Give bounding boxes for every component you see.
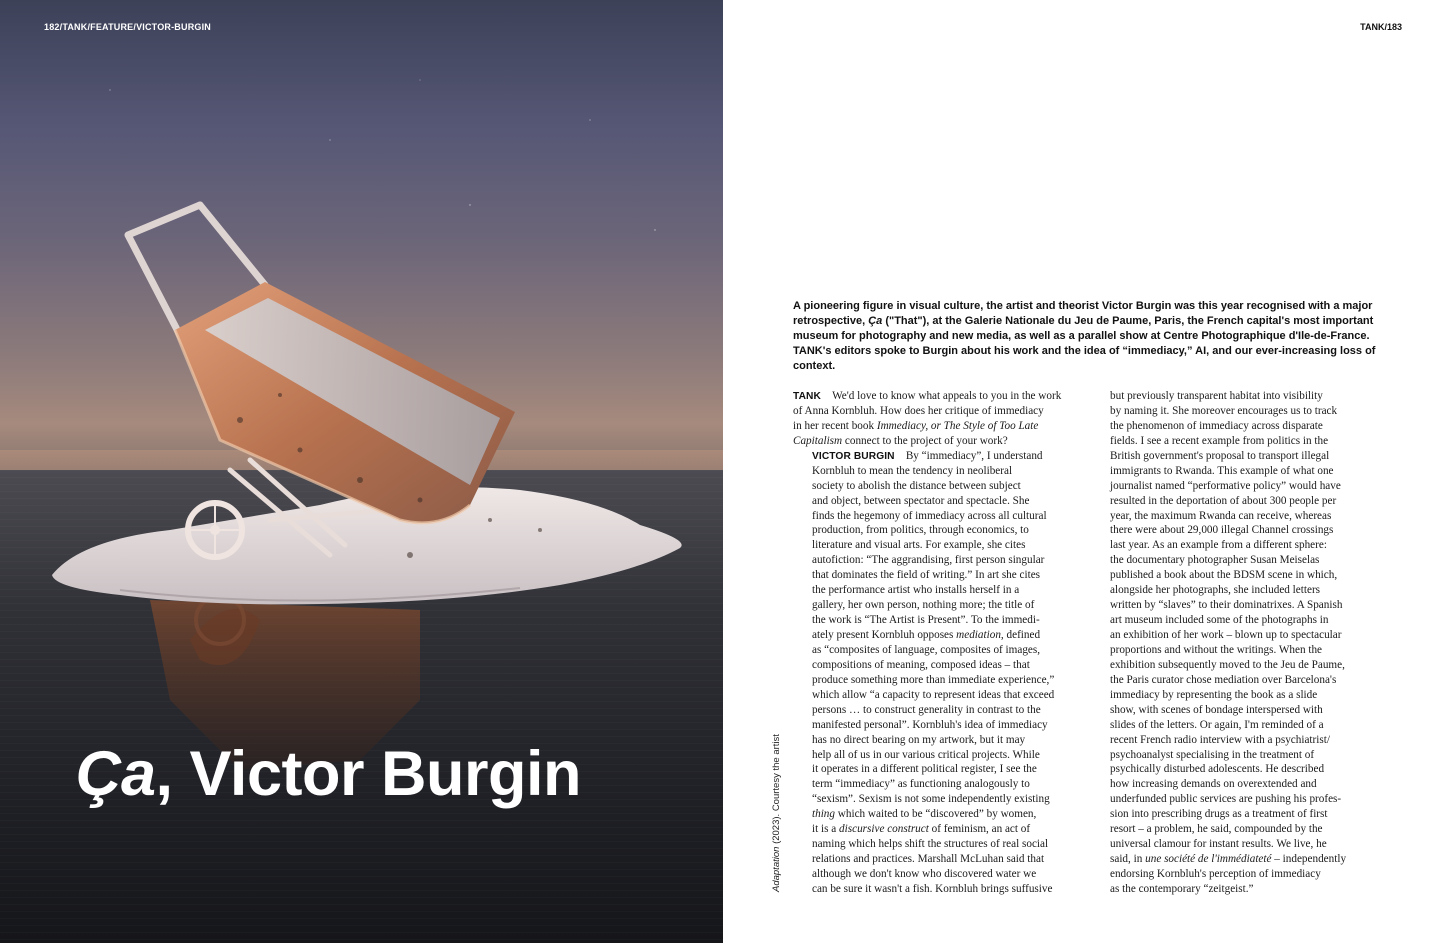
text-line <box>1110 703 1420 718</box>
line-text: psychoanalyst specialising in the treatment of <box>1110 748 1315 761</box>
text-line <box>1110 792 1420 807</box>
text-line <box>1110 583 1420 598</box>
line-text: how increasing demands on overextended and <box>1110 778 1317 791</box>
line-text: naming which helps shift the structures of real social <box>812 838 1049 851</box>
line-italic: Capitalism <box>793 434 843 447</box>
line-text: year, the maximum Rwanda can receive, whereas <box>1110 509 1332 522</box>
line-text: recent French radio interview with a psychiatrist/ <box>1110 733 1330 746</box>
line-text: and object, between spectator and spectacle. She <box>812 494 1030 507</box>
text-line <box>793 762 1093 777</box>
line-text: connect to the project of your work? <box>842 434 1008 447</box>
text-line <box>793 464 1093 479</box>
line-text: help all of us in our various critical projects. While <box>812 748 1040 761</box>
text-line <box>1110 598 1420 613</box>
text-line <box>1110 733 1420 748</box>
line-text: We'd love to know what appeals to you in the work <box>832 390 1062 402</box>
line-text: can be sure it wasn't a fish. Kornbluh brings suffusive <box>812 882 1053 895</box>
line-text: resulted in the deportation of about 300 people per <box>1110 494 1337 507</box>
text-line <box>1110 837 1420 852</box>
line-text: proportions and without the writings. When the <box>1110 643 1323 656</box>
text-line <box>793 658 1093 673</box>
text-line <box>1110 882 1420 897</box>
line-text: the phenomenon of immediacy across disparate <box>1110 419 1323 432</box>
line-text: production, from politics, through economics, to <box>812 524 1029 537</box>
line-text: art museum included some of the photographs in <box>1110 614 1329 627</box>
line-text: resort – a problem, he said, compounded by the <box>1110 823 1323 836</box>
stars <box>109 80 655 311</box>
line-text: “sexism”. Sexism is not some independently existing <box>812 793 1050 806</box>
text-line <box>793 643 1093 658</box>
right-page-text <box>723 0 1445 943</box>
text-line <box>793 748 1093 763</box>
text-line <box>1110 613 1420 628</box>
line-text: sion into prescribing drugs as a treatment of first <box>1110 808 1328 821</box>
text-line <box>1110 449 1420 464</box>
text-line <box>1110 673 1420 688</box>
line-text: – independently <box>1271 853 1347 866</box>
text-line <box>793 583 1093 598</box>
text-line <box>793 523 1093 538</box>
line-text: by naming it. She moreover encourages us to track <box>1110 404 1338 417</box>
text-line <box>793 494 1093 509</box>
line-text: of Anna Kornbluh. How does her critique of immediacy <box>793 404 1044 417</box>
line-text: term “immediacy” as functioning analogously to <box>812 778 1030 791</box>
line-text: it is a <box>812 823 840 836</box>
text-line <box>1110 389 1420 404</box>
text-line <box>1110 867 1420 882</box>
text-line <box>1110 464 1420 479</box>
line-text: autofiction: “The aggrandising, first person singular <box>812 554 1045 567</box>
line-text: Kornbluh to mean the tendency in neoliberal <box>812 464 1013 477</box>
line-text: slides of the letters. Or again, I'm reminded of a <box>1110 718 1324 731</box>
line-text: endorsing Kornbluh's perception of immediacy <box>1110 868 1321 880</box>
text-line <box>1110 509 1420 524</box>
interview-column-2 <box>1110 389 1420 897</box>
text-line <box>793 479 1093 494</box>
line-text: By “immediacy”, I understand <box>905 449 1043 462</box>
line-text: an exhibition of her work – blown up to spectacular <box>1110 629 1342 641</box>
line-text: immediacy by representing the book as a slide <box>1110 688 1318 701</box>
line-text: as “composites of language, composites of images, <box>812 643 1041 656</box>
text-line <box>1110 523 1420 538</box>
line-text: persons … to construct generality in contrast to the <box>812 703 1041 716</box>
text-line <box>1110 748 1420 763</box>
text-line <box>793 673 1093 688</box>
line-text: the Paris curator chose mediation over Barcelona's <box>1110 673 1337 686</box>
text-line <box>1110 434 1420 449</box>
text-line <box>793 807 1093 822</box>
line-text: the work is “The Artist is Present”. To the immedi- <box>812 614 1040 627</box>
text-line <box>1110 762 1420 777</box>
text-line <box>793 837 1093 852</box>
line-text: society to abolish the distance between subject <box>812 479 1021 492</box>
line-text: which waited to be “discovered” by women, <box>835 808 1037 821</box>
line-text: show, with scenes of bondage interspersed with <box>1110 703 1323 716</box>
line-text: finds the hegemony of immediacy across all cultural <box>812 509 1047 522</box>
text-line <box>1110 494 1420 509</box>
speaker-label: TANK <box>793 391 821 402</box>
text-line <box>1110 643 1420 658</box>
text-line <box>793 792 1093 807</box>
text-line <box>793 449 1093 464</box>
text-line <box>1110 718 1420 733</box>
text-line <box>793 434 1093 449</box>
text-line <box>1110 822 1420 837</box>
line-text: last year. As an example from a different sphere: <box>1110 539 1327 552</box>
page-folio-right: TANK/183 <box>1360 22 1402 32</box>
line-text: alongside her photographs, she included letters <box>1110 584 1321 597</box>
text-line <box>1110 479 1420 494</box>
text-line <box>1110 777 1420 792</box>
text-line <box>793 703 1093 718</box>
text-line <box>793 852 1093 867</box>
feature-title <box>76 738 581 810</box>
text-line <box>793 613 1093 628</box>
caption-italic: Adaptation <box>771 846 782 892</box>
line-text: as the contemporary “zeitgeist.” <box>1110 882 1254 895</box>
line-text: ately present Kornbluh opposes <box>812 629 957 641</box>
feature-title-rest: , Victor Burgin <box>155 739 581 809</box>
line-text: manifested personal”. Kornbluh's idea of immediacy <box>812 718 1048 731</box>
line-text: published a book about the BDSM scene in which, <box>1110 569 1338 582</box>
line-text: literature and visual arts. For example, she cites <box>812 539 1026 552</box>
line-text: which allow “a capacity to represent ideas that exceed <box>812 688 1055 701</box>
line-text: British government's proposal to transport illegal <box>1110 449 1330 462</box>
standfirst-italic: Ça <box>868 315 883 327</box>
line-text: the documentary photographer Susan Meiselas <box>1110 554 1320 567</box>
text-line <box>1110 568 1420 583</box>
feature-title-italic: Ça <box>76 739 156 809</box>
page-folio-left: 182/TANK/FEATURE/VICTOR-BURGIN <box>44 22 212 32</box>
text-line <box>793 688 1093 703</box>
text-line <box>793 538 1093 553</box>
line-text: there were about 29,000 illegal Channel crossings <box>1110 524 1334 537</box>
text-line <box>793 553 1093 568</box>
line-italic: thing <box>812 808 835 821</box>
line-text: has no direct bearing on my artwork, but it may <box>812 733 1026 746</box>
text-line <box>1110 419 1420 434</box>
text-line <box>793 598 1093 613</box>
text-line <box>793 404 1093 419</box>
interview-column-1 <box>793 389 1093 897</box>
line-text: said, in <box>1110 853 1146 866</box>
standfirst-text-1: A pioneering figure in visual culture, the artist and theorist Victor Burgin was this year recognised with a major retrospective, <box>793 300 1373 327</box>
standfirst-text-2: ("That"), at the Galerie Nationale du Jeu de Paume, Paris, the French capital's most important museum for photography and new media, as well as a parallel show at Centre Photographique d'Ile-de-France. TANK's editors spoke to Burgin about his work and the idea of “immediacy,” AI, and our ever-increasing loss of context. <box>793 315 1376 372</box>
line-text: although we don't know who discovered water we <box>812 868 1037 880</box>
text-line <box>793 822 1093 837</box>
line-text: produce something more than immediate experience,” <box>812 673 1055 686</box>
line-text: of feminism, an act of <box>928 823 1031 836</box>
text-line <box>793 733 1093 748</box>
line-italic: discursive construct <box>839 823 929 836</box>
line-text: defined <box>1003 629 1041 641</box>
text-line <box>1110 688 1420 703</box>
line-text: universal clamour for instant results. We live, he <box>1110 838 1327 851</box>
text-line <box>793 419 1093 434</box>
text-line <box>793 509 1093 524</box>
line-text: written by “slaves” to their dominatrixes. A Spanish <box>1110 599 1343 612</box>
line-text: psychically disturbed adolescents. He described <box>1110 763 1325 776</box>
line-text: but previously transparent habitat into visibility <box>1110 390 1323 402</box>
standfirst <box>793 299 1405 374</box>
line-text: that dominates the field of writing.” In art she cites <box>812 569 1041 582</box>
line-italic: mediation, <box>956 629 1004 641</box>
text-line <box>1110 538 1420 553</box>
text-line <box>793 777 1093 792</box>
line-text: fields. I see a recent example from politics in the <box>1110 434 1329 447</box>
text-line <box>793 718 1093 733</box>
text-line <box>793 568 1093 583</box>
line-text: exhibition subsequently moved to the Jeu de Paume, <box>1110 658 1345 671</box>
text-line <box>793 882 1093 897</box>
text-line <box>793 628 1093 643</box>
text-line <box>793 867 1093 882</box>
text-line <box>1110 628 1420 643</box>
line-text: underfunded public services are pushing his profes- <box>1110 793 1342 806</box>
text-line <box>793 389 1093 404</box>
line-text: gallery, her own person, nothing more; the title of <box>812 599 1035 612</box>
line-italic: Immediacy, or The Style of Too Late <box>876 419 1039 432</box>
line-text: it operates in a different political register, I see the <box>812 763 1037 776</box>
speaker-label: VICTOR BURGIN <box>812 450 895 462</box>
line-text: journalist named “performative policy” would have <box>1110 479 1341 492</box>
text-line <box>1110 807 1420 822</box>
image-caption <box>771 734 782 892</box>
text-line <box>1110 404 1420 419</box>
line-text: immigrants to Rwanda. This example of what one <box>1110 464 1334 477</box>
line-text: the performance artist who installs herself in a <box>812 584 1020 597</box>
line-text: compositions of meaning, composed ideas – that <box>812 658 1030 671</box>
caption-rest: (2023). Courtesy the artist <box>771 734 782 847</box>
line-italic: une société de l'immédiateté <box>1145 853 1272 866</box>
line-text: in her recent book <box>793 419 877 432</box>
text-line <box>1110 852 1420 867</box>
line-text: relations and practices. Marshall McLuhan said that <box>812 853 1045 866</box>
text-line <box>1110 658 1420 673</box>
text-line <box>1110 553 1420 568</box>
